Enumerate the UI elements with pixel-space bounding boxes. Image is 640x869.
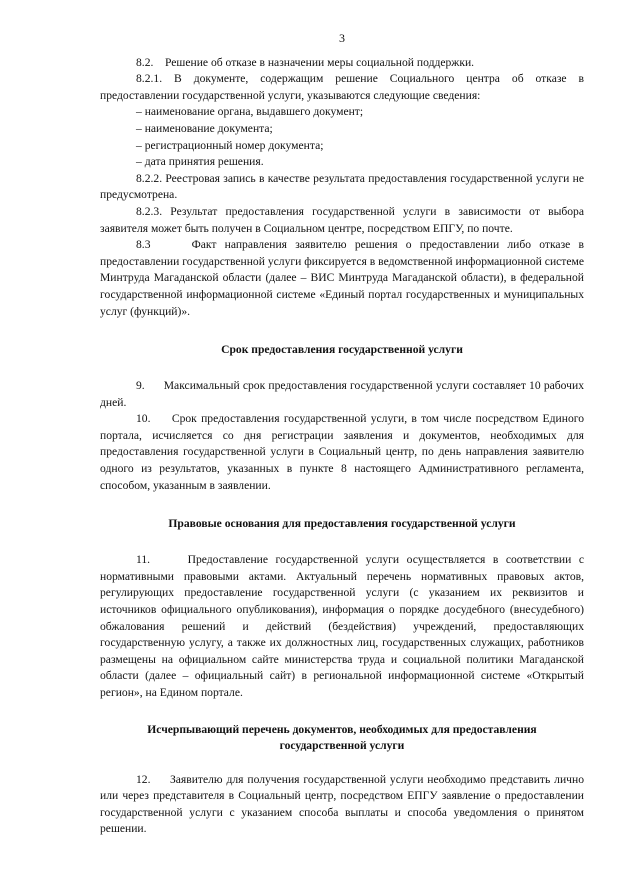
paragraph-8-2: 8.2. Решение об отказе в назначении меры социальной поддержки. [136,55,475,69]
list-item: – регистрационный номер документа; [136,138,324,152]
page-number: 3 [339,31,345,45]
list-item: – наименование документа; [136,121,273,135]
section-heading-term: Срок предоставления государственной услуги [221,343,463,357]
paragraph-9: 9. Максимальный срок предоставления государственной услуги составляет 10 рабочих дней. [100,379,584,409]
paragraph-8-2-2: 8.2.2. Реестровая запись в качестве результата предоставления государственной услуги не предусмотрена. [100,171,584,202]
paragraph-8-2-3: 8.2.3. Результат предоставления государственной услуги в зависимости от выбора заявителя может быть получен в Социальном центре, посредством ЕПГУ, по почте. [100,204,584,235]
paragraph-8-2-1: 8.2.1. В документе, содержащим решение Социального центра об отказе в предоставлении государственной услуги, указываются следующие сведения: [100,72,584,102]
list-item: – дата принятия решения. [136,155,264,169]
paragraph-8-3: 8.3 Факт направления заявителю решения о предоставлении либо отказе в предоставлении государственной услуги фиксируется в ведомственной информационной системе Минтруда Магаданской области (далее – ВИС Минтруда Магаданской области), в федеральной государственной информационной системе «Единый портал государственных и муниципальных услуг (функций)». [100,238,584,318]
paragraph-10: 10. Срок предоставления государственной услуги, в том числе посредством Единого портала, исчисляется со дня регистрации заявления и документов, необходимых для предоставления государственной услуги в Социальный центр, по день направления заявителю одного из результатов, указанных в пункте 8 настоящего Административного регламента, способом, указанным в заявлении. [100,412,584,492]
section-heading-legal: Правовые основания для предоставления государственной услуги [168,517,516,531]
paragraph-11: 11. Предоставление государственной услуги осуществляется в соответствии с нормативными правовыми актами. Актуальный перечень нормативных правовых актов, регулирующих предоставление государственной услуги (с указанием их реквизитов и источников официального опубликования), информация о порядке досудебного (внесудебного) обжалования решений и действий (бездействия) учреждений, предоставляющих государственную услугу, а также их должностных лиц, государственных служащих, работников размещены на официальном сайте министерства труда и социальной политики Магаданской области (далее – официальный сайт) в региональной информационной системе «Открытый регион», на Едином портале. [100,553,584,699]
heading-line: государственной услуги [279,738,405,752]
heading-line: Исчерпывающий перечень документов, необходимых для предоставления [147,722,537,736]
paragraph-12: 12. Заявителю для получения государственной услуги необходимо представить лично или через представителя в Социальный центр, посредством ЕПГУ заявление о предоставлении государственной услуги с указанием способа выплаты и способа уведомления о принятом решении. [100,772,584,836]
section-heading-documents [100,722,584,754]
list-item: – наименование органа, выдавшего документ; [136,105,364,119]
